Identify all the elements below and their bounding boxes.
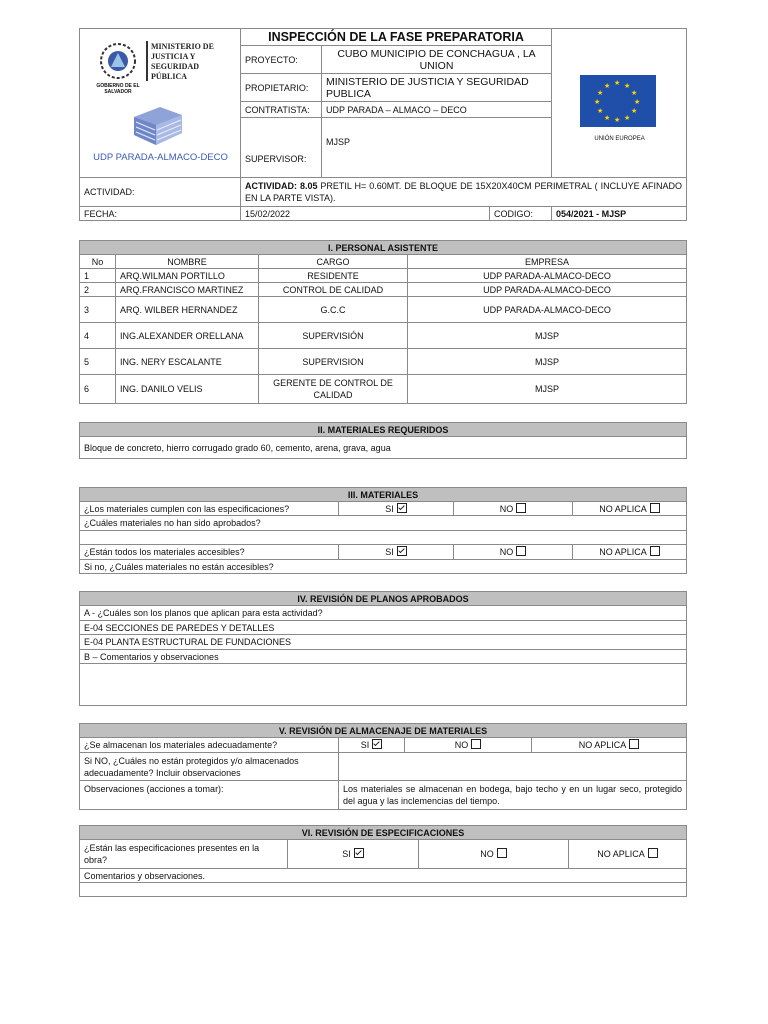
eu-flag-icon: ★ ★ ★ ★ ★ ★ ★ ★ ★ ★ ★ ★ (580, 75, 656, 127)
row-no: 1 (80, 269, 116, 283)
almacenaje-obs-label: Observaciones (acciones a tomar): (80, 781, 339, 810)
row-nombre: ARQ. WILBER HERNANDEZ (116, 297, 259, 323)
table-row (80, 269, 687, 283)
seal-icon (98, 41, 138, 81)
planos-line1: E-04 SECCIONES DE PAREDES Y DETALLES (80, 621, 687, 635)
option-na-label: NO APLICA (597, 849, 645, 859)
materiales-req-title: II. MATERIALES REQUERIDOS (80, 423, 687, 437)
row-nombre: ARQ.WILMAN PORTILLO (116, 269, 259, 283)
row-no: 6 (80, 375, 116, 404)
materiales-q1: ¿Los materiales cumplen con las especificaciones? (80, 502, 339, 516)
planos-b: B – Comentarios y observaciones (80, 650, 687, 664)
planos-line2: E-04 PLANTA ESTRUCTURAL DE FUNDACIONES (80, 635, 687, 650)
checkbox-empty-icon[interactable] (650, 503, 660, 513)
proyecto-value: CUBO MUNICIPIO DE CONCHAGUA , LA UNION (322, 46, 552, 74)
table-row (80, 297, 687, 323)
contratista-value: UDP PARADA – ALMACO – DECO (322, 102, 552, 117)
codigo-label: CODIGO: (490, 207, 552, 221)
option-si[interactable] (339, 545, 454, 560)
checkbox-empty-icon[interactable] (650, 546, 660, 556)
col-header: NOMBRE (116, 255, 259, 269)
almacenaje-title: V. REVISIÓN DE ALMACENAJE DE MATERIALES (80, 724, 687, 738)
fecha-value: 15/02/2022 (241, 207, 490, 221)
option-si-label: SI (342, 849, 351, 859)
row-empresa: UDP PARADA-ALMACO-DECO (408, 283, 687, 297)
col-header: EMPRESA (408, 255, 687, 269)
row-cargo: RESIDENTE (259, 269, 408, 283)
gov-text: GOBIERNO DE EL SALVADOR (96, 83, 140, 95)
checkbox-empty-icon[interactable] (471, 739, 481, 749)
row-cargo: CONTROL DE CALIDAD (259, 283, 408, 297)
materiales-req-table (79, 422, 687, 459)
table-row (80, 375, 687, 404)
checkbox-empty-icon[interactable] (497, 848, 507, 858)
fecha-label: FECHA: (80, 207, 241, 221)
row-empresa: UDP PARADA-ALMACO-DECO (408, 297, 687, 323)
eu-text: UNIÓN EUROPEA (594, 136, 645, 142)
planos-table (79, 591, 687, 706)
row-no: 5 (80, 349, 116, 375)
table-row (80, 323, 687, 349)
table-row (80, 283, 687, 297)
col-header: No (80, 255, 116, 269)
option-si-label: SI (385, 503, 394, 514)
option-no[interactable] (419, 840, 569, 869)
propietario-value: MINISTERIO DE JUSTICIA Y SEGURIDAD PUBLICA (322, 74, 552, 102)
option-na[interactable] (573, 545, 687, 560)
logo-cell (80, 29, 241, 178)
checkbox-empty-icon[interactable] (516, 503, 526, 513)
row-nombre: ING. DANILO VELIS (116, 375, 259, 404)
checkbox-checked-icon[interactable] (372, 739, 382, 749)
planos-q: A - ¿Cuáles son los planos que aplican para esta actividad? (80, 606, 687, 621)
materiales-title: III. MATERIALES (80, 488, 687, 502)
planos-comments-area[interactable] (80, 664, 687, 706)
option-no[interactable] (454, 545, 573, 560)
actividad-cell (241, 178, 687, 207)
option-na[interactable] (532, 738, 687, 753)
checkbox-empty-icon[interactable] (648, 848, 658, 858)
row-cargo: GERENTE DE CONTROL DE CALIDAD (259, 375, 408, 404)
row-nombre: ARQ.FRANCISCO MARTINEZ (116, 283, 259, 297)
materiales-q2: ¿Cuáles materiales no han sido aprobados? (80, 516, 687, 531)
row-no: 3 (80, 297, 116, 323)
checkbox-empty-icon[interactable] (629, 739, 639, 749)
especificaciones-q1: ¿Están las especificaciones presentes en la obra? (80, 840, 288, 869)
option-no-label: NO (499, 547, 514, 557)
checkbox-checked-icon[interactable] (397, 546, 407, 556)
especificaciones-table (79, 825, 687, 897)
checkbox-empty-icon[interactable] (516, 546, 526, 556)
personal-table (79, 240, 687, 404)
option-na-label: NO APLICA (599, 503, 647, 514)
eu-logo-cell (552, 29, 687, 178)
row-nombre: ING. NERY ESCALANTE (116, 349, 259, 375)
option-no-label: NO (454, 740, 469, 750)
col-header: CARGO (259, 255, 408, 269)
option-no[interactable] (454, 502, 573, 516)
almacenaje-table (79, 723, 687, 810)
doc-title: INSPECCIÓN DE LA FASE PREPARATORIA (241, 29, 552, 46)
actividad-prefix: ACTIVIDAD: 8.05 (245, 181, 318, 191)
actividad-label: ACTIVIDAD: (80, 178, 241, 207)
option-na-label: NO APLICA (599, 547, 647, 557)
row-empresa: MJSP (408, 323, 687, 349)
udp-logo-text: UDP PARADA-ALMACO-DECO (93, 152, 228, 163)
supervisor-label: SUPERVISOR: (241, 117, 322, 177)
row-no: 4 (80, 323, 116, 349)
materiales-q4: Si no, ¿Cuáles materiales no están accesibles? (80, 560, 687, 574)
planos-title: IV. REVISIÓN DE PLANOS APROBADOS (80, 592, 687, 606)
contratista-label: CONTRATISTA: (241, 102, 322, 117)
option-na-label: NO APLICA (578, 740, 627, 750)
almacenaje-q1: ¿Se almacenan los materiales adecuadamente? (80, 738, 339, 753)
row-empresa: MJSP (408, 375, 687, 404)
especificaciones-title: VI. REVISIÓN DE ESPECIFICACIONES (80, 826, 687, 840)
especificaciones-comments: Comentarios y observaciones. (80, 869, 687, 883)
header-table (79, 28, 687, 221)
option-si[interactable] (339, 502, 454, 516)
blank-row (80, 531, 687, 545)
option-si[interactable] (288, 840, 419, 869)
option-si[interactable] (339, 738, 405, 753)
checkbox-checked-icon[interactable] (397, 503, 407, 513)
table-row (80, 349, 687, 375)
row-empresa: UDP PARADA-ALMACO-DECO (408, 269, 687, 283)
row-cargo: G.C.C (259, 297, 408, 323)
row-nombre: ING.ALEXANDER ORELLANA (116, 323, 259, 349)
option-no[interactable] (405, 738, 532, 753)
row-no: 2 (80, 283, 116, 297)
codigo-value: 054/2021 - MJSP (552, 207, 687, 221)
option-si-label: SI (385, 547, 394, 557)
propietario-label: PROPIETARIO: (241, 74, 322, 102)
almacenaje-q2-answer[interactable] (339, 753, 687, 781)
row-empresa: MJSP (408, 349, 687, 375)
ministry-logo-text: MINISTERIO DE JUSTICIA Y SEGURIDAD PÚBLICA (151, 42, 214, 81)
checkbox-checked-icon[interactable] (354, 848, 364, 858)
building-icon (128, 105, 188, 151)
almacenaje-q2: Si NO, ¿Cuáles no están protegidos y/o almacenados adecuadamente? Incluir observaciones (80, 753, 339, 781)
row-cargo: SUPERVISIÓN (259, 323, 408, 349)
personal-title: I. PERSONAL ASISTENTE (80, 241, 687, 255)
option-si-label: SI (360, 740, 370, 750)
option-na[interactable] (569, 840, 687, 869)
row-cargo: SUPERVISION (259, 349, 408, 375)
almacenaje-obs-value: Los materiales se almacenan en bodega, bajo techo y en un lugar seco, protegido del agua y las inclemencias del tiempo. (339, 781, 687, 810)
especificaciones-comments-area[interactable] (80, 883, 687, 897)
option-no-label: NO (499, 503, 514, 514)
actividad-value: PRETIL H= 0.60MT. DE BLOQUE DE 15X20X40CM PERIMETRAL ( INCLUYE AFINADO EN LA PARTE VISTA). (245, 181, 683, 203)
supervisor-value: MJSP (322, 117, 552, 177)
option-no-label: NO (480, 849, 494, 859)
proyecto-label: PROYECTO: (241, 46, 322, 74)
materiales-q3: ¿Están todos los materiales accesibles? (80, 545, 339, 560)
option-na[interactable] (573, 502, 687, 516)
materiales-table (79, 487, 687, 574)
materiales-req-text: Bloque de concreto, hierro corrugado grado 60, cemento, arena, grava, agua (80, 437, 687, 459)
